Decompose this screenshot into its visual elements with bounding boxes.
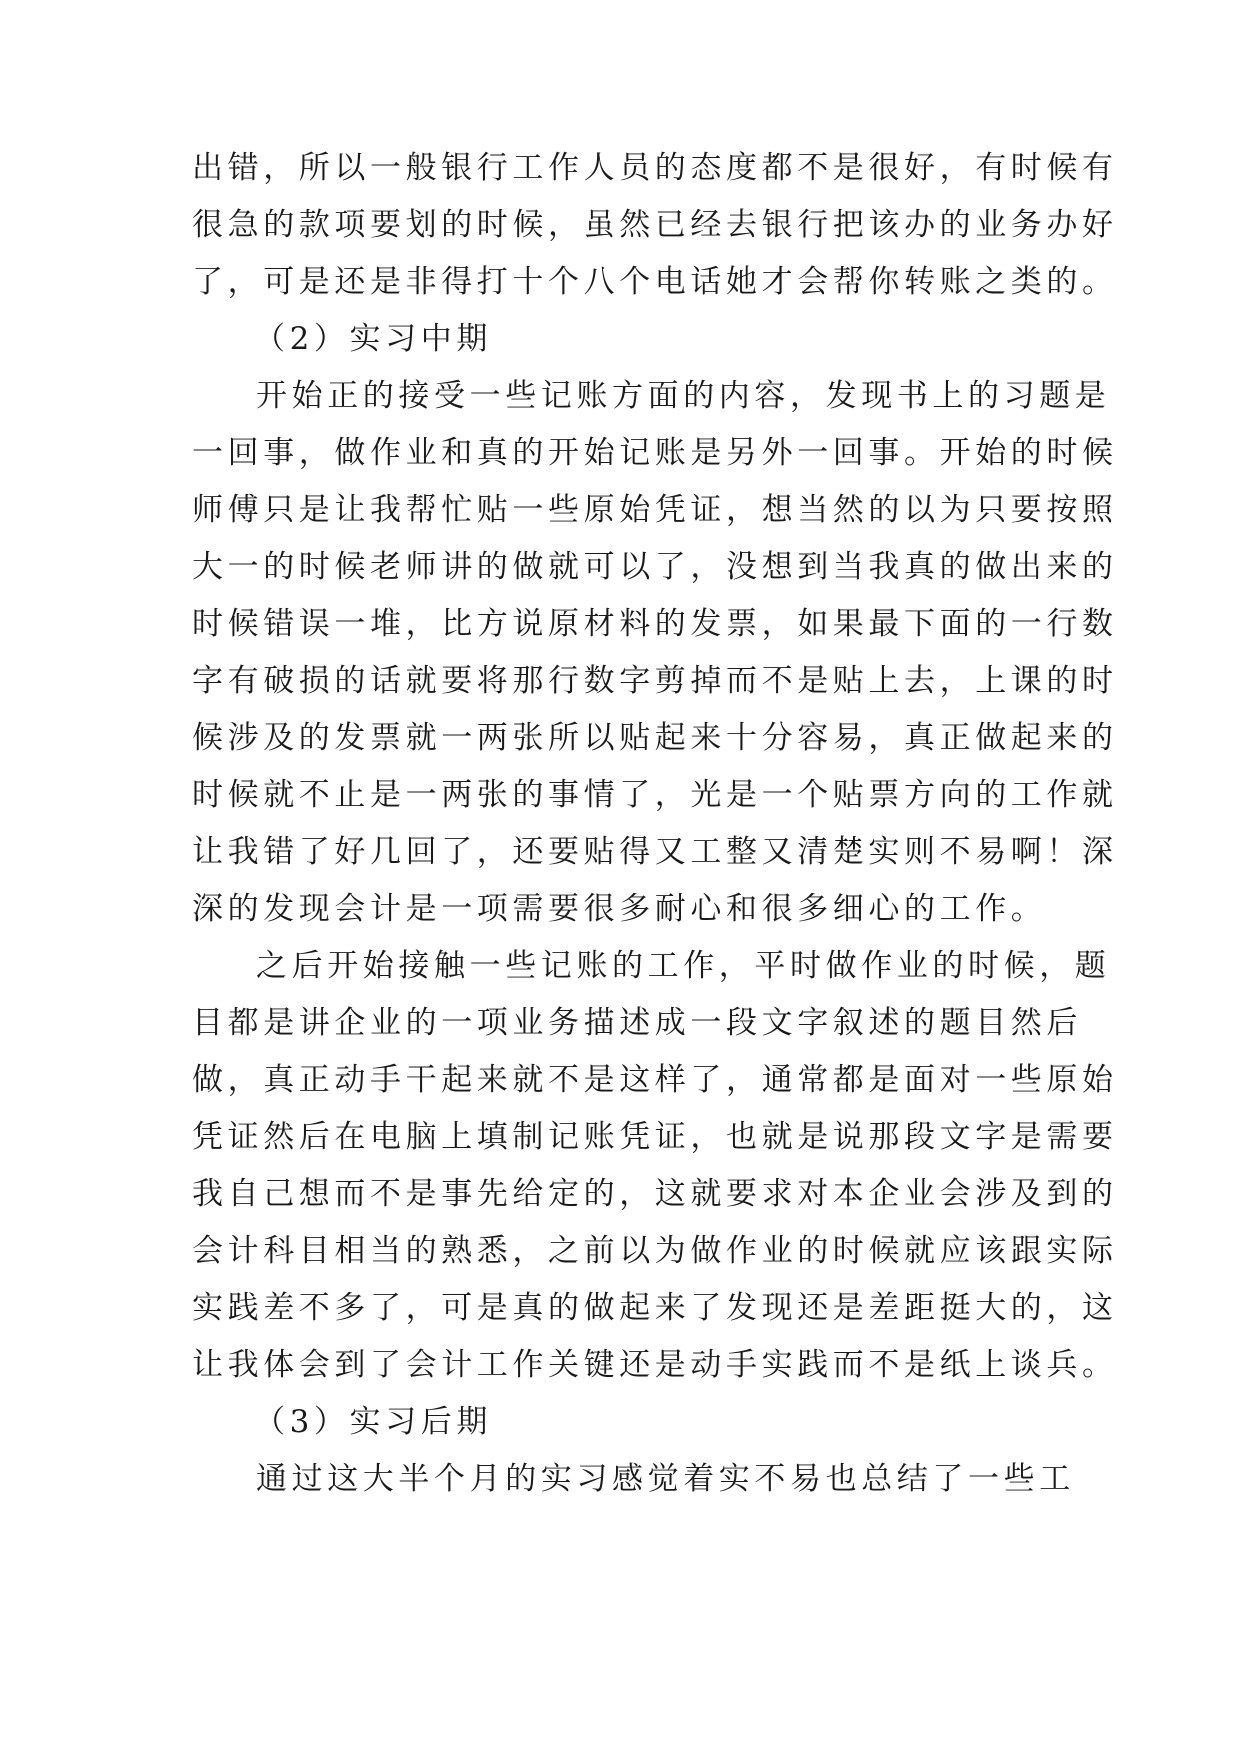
text-line: 很急的款项要划的时候，虽然已经去银行把该办的业务办好 xyxy=(192,207,1118,243)
text-line: 做，真正动手干起来就不是这样了，通常都是面对一些原始 xyxy=(192,1062,1118,1098)
text-line: 字有破损的话就要将那行数字剪掉而不是贴上去，上课的时 xyxy=(192,663,1118,699)
paragraph-first-line: 之后开始接触一些记账的工作，平时做作业的时候，题 xyxy=(256,948,1111,984)
text-line: 了，可是还是非得打十个八个电话她才会帮你转账之类的。 xyxy=(192,264,1118,300)
text-line: 出错，所以一般银行工作人员的态度都不是很好，有时候有 xyxy=(192,150,1118,186)
text-line: 让我错了好几回了，还要贴得又工整又清楚实则不易啊！深 xyxy=(192,834,1118,870)
text-line: 师傅只是让我帮忙贴一些原始凭证，想当然的以为只要按照 xyxy=(192,492,1118,528)
text-line: 深的发现会计是一项需要很多耐心和很多细心的工作。 xyxy=(192,891,1047,927)
text-line: 一回事，做作业和真的开始记账是另外一回事。开始的时候 xyxy=(192,435,1118,471)
text-line: 让我体会到了会计工作关键还是动手实践而不是纸上谈兵。 xyxy=(192,1347,1118,1383)
section-heading: （2）实习中期 xyxy=(254,321,492,357)
text-line: 凭证然后在电脑上填制记账凭证，也就是说那段文字是需要 xyxy=(192,1119,1118,1155)
paragraph-first-line: 通过这大半个月的实习感觉着实不易也总结了一些工 xyxy=(256,1461,1075,1497)
paragraph-first-line: 开始正的接受一些记账方面的内容，发现书上的习题是 xyxy=(256,378,1111,414)
text-line: 目都是讲企业的一项业务描述成一段文字叙述的题目然后 xyxy=(192,1005,1082,1041)
text-line: 大一的时候老师讲的做就可以了，没想到当我真的做出来的 xyxy=(192,549,1118,585)
text-line: 会计科目相当的熟悉，之前以为做作业的时候就应该跟实际 xyxy=(192,1233,1118,1269)
text-line: 我自己想而不是事先给定的，这就要求对本企业会涉及到的 xyxy=(192,1176,1118,1212)
text-line: 实践差不多了，可是真的做起来了发现还是差距挺大的，这 xyxy=(192,1290,1118,1326)
section-heading: （3）实习后期 xyxy=(254,1404,492,1440)
text-line: 时候错误一堆，比方说原材料的发票，如果最下面的一行数 xyxy=(192,606,1118,642)
text-line: 时候就不止是一两张的事情了，光是一个贴票方向的工作就 xyxy=(192,777,1118,813)
text-line: 候涉及的发票就一两张所以贴起来十分容易，真正做起来的 xyxy=(192,720,1118,756)
